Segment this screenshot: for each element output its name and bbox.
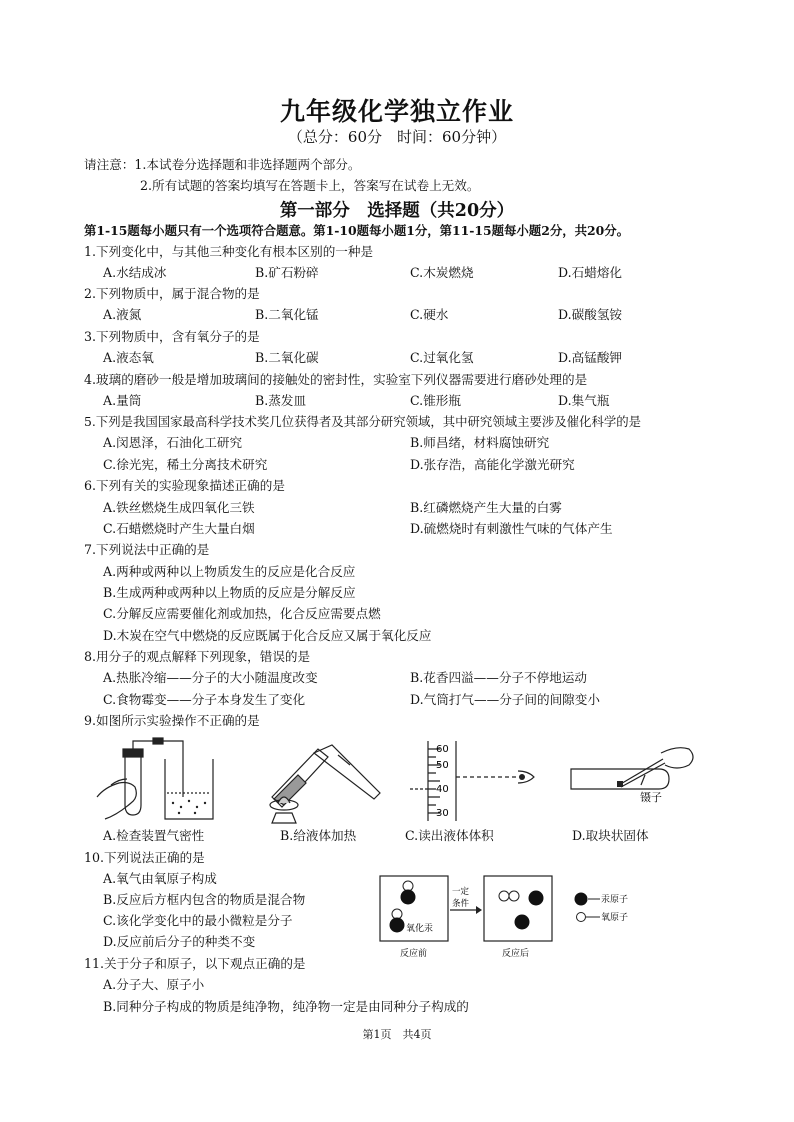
q3-option-c[interactable]: C.过氧化氢 xyxy=(410,350,474,365)
q5-option-a[interactable]: A.闵恩泽，石油化工研究 xyxy=(103,435,243,450)
q7-option-a[interactable]: A.两种或两种以上物质发生的反应是化合反应 xyxy=(103,564,356,579)
q2-option-a[interactable]: A.液氮 xyxy=(103,307,142,322)
question-6-stem: 6.下列有关的实验现象描述正确的是 xyxy=(84,478,285,493)
q10-option-b[interactable]: B.反应后方框内包含的物质是混合物 xyxy=(103,892,306,907)
mercury-oxide-label: 氧化汞 xyxy=(406,924,434,934)
q8-option-c[interactable]: C.食物霉变——分子本身发生了变化 xyxy=(103,692,306,707)
question-4-stem: 4.玻璃的磨砂一般是增加玻璃间的接触处的密封性，实验室下列仪器需要进行磨砂处理的是 xyxy=(84,372,588,387)
page-subtitle: （总分：60分 时间：60分钟） xyxy=(287,128,507,146)
note-2: 2.所有试题的答案均填写在答题卡上，答案写在试卷上无效。 xyxy=(140,178,480,193)
q10-option-a[interactable]: A.氧气由氧原子构成 xyxy=(103,871,217,886)
q1-option-c[interactable]: C.木炭燃烧 xyxy=(410,265,474,280)
q3-option-a[interactable]: A.液态氧 xyxy=(103,350,154,365)
legend-mercury: 汞原子 xyxy=(601,895,629,905)
note-label: 请注意： xyxy=(84,157,135,172)
q8-option-b[interactable]: B.花香四溢——分子不停地运动 xyxy=(410,670,587,685)
figure-9b-heating-liquid xyxy=(258,735,388,825)
question-3-stem: 3.下列物质中，含有氧分子的是 xyxy=(84,329,260,344)
q9-option-d[interactable]: D.取块状固体 xyxy=(572,828,649,843)
page-footer: 第1页 共4页 xyxy=(362,1028,432,1041)
arrow-label-top: 一定 xyxy=(452,887,470,897)
q6-option-d[interactable]: D.硫燃烧时有刺激性气味的气体产生 xyxy=(410,521,613,536)
q5-option-c[interactable]: C.徐光宪，稀土分离技术研究 xyxy=(103,457,268,472)
q4-option-c[interactable]: C.锥形瓶 xyxy=(410,393,461,408)
q8-option-a[interactable]: A.热胀冷缩——分子的大小随温度改变 xyxy=(103,670,318,685)
q5-option-b[interactable]: B.师昌绪，材料腐蚀研究 xyxy=(410,435,550,450)
q9-option-b[interactable]: B.给液体加热 xyxy=(280,828,357,843)
q2-option-c[interactable]: C.硬水 xyxy=(410,307,449,322)
q3-option-d[interactable]: D.高锰酸钾 xyxy=(558,350,623,365)
question-8-stem: 8.用分子的观点解释下列现象，错误的是 xyxy=(84,649,311,664)
section-heading: 第一部分 选择题（共20分） xyxy=(279,201,515,221)
question-1-stem: 1.下列变化中，与其他三种变化有根本区别的一种是 xyxy=(84,244,374,259)
figure-9c-cylinder-reading xyxy=(410,735,550,825)
before-label: 反应前 xyxy=(400,949,428,959)
section-instructions: 第1-15题每小题只有一个选项符合题意。第1-10题每小题1分，第11-15题每小题2分，共20分。 xyxy=(84,223,630,238)
q4-option-d[interactable]: D.集气瓶 xyxy=(558,393,610,408)
q7-option-d[interactable]: D.木炭在空气中燃烧的反应既属于化合反应又属于氧化反应 xyxy=(103,628,432,643)
q3-option-b[interactable]: B.二氧化碳 xyxy=(255,350,319,365)
question-2-stem: 2.下列物质中，属于混合物的是 xyxy=(84,286,260,301)
scale-30: 30 xyxy=(436,808,449,819)
after-label: 反应后 xyxy=(502,949,530,959)
tweezers-label: 镊子 xyxy=(640,791,662,804)
q8-option-d[interactable]: D.气筒打气——分子间的间隙变小 xyxy=(410,692,600,707)
scale-50: 50 xyxy=(436,760,449,771)
figure-9d-block-solid xyxy=(565,735,705,825)
question-11-stem: 11.关于分子和原子，以下观点正确的是 xyxy=(84,956,306,971)
scale-60: 60 xyxy=(436,744,449,755)
q2-option-d[interactable]: D.碳酸氢铵 xyxy=(558,307,623,322)
q11-option-b[interactable]: B.同种分子构成的物质是纯净物，纯净物一定是由同种分子构成的 xyxy=(103,999,469,1014)
legend-oxygen: 氧原子 xyxy=(601,913,629,923)
question-10-stem: 10.下列说法正确的是 xyxy=(84,850,205,865)
question-5-stem: 5.下列是我国国家最高科学技术奖几位获得者及其部分研究领域，其中研究领域主要涉及催化科学的是 xyxy=(84,414,642,429)
question-9-stem: 9.如图所示实验操作不正确的是 xyxy=(84,713,260,728)
q5-option-d[interactable]: D.张存浩，高能化学激光研究 xyxy=(410,457,575,472)
q7-option-b[interactable]: B.生成两种或两种以上物质的反应是分解反应 xyxy=(103,585,356,600)
q2-option-b[interactable]: B.二氧化锰 xyxy=(255,307,319,322)
q9-option-c[interactable]: C.读出液体体积 xyxy=(405,828,494,843)
q10-option-d[interactable]: D.反应前后分子的种类不变 xyxy=(103,934,256,949)
note-1-text: 1.本试卷分选择题和非选择题两个部分。 xyxy=(134,157,361,172)
question-7-stem: 7.下列说法中正确的是 xyxy=(84,542,210,557)
arrow-label-bottom: 条件 xyxy=(452,899,470,909)
scale-40: 40 xyxy=(436,784,449,795)
q6-option-c[interactable]: C.石蜡燃烧时产生大量白烟 xyxy=(103,521,255,536)
q9-option-a[interactable]: A.检查装置气密性 xyxy=(103,828,205,843)
q1-option-a[interactable]: A.水结成冰 xyxy=(103,265,167,280)
note-1 xyxy=(84,157,361,173)
page-title: 九年级化学独立作业 xyxy=(279,97,514,126)
q7-option-c[interactable]: C.分解反应需要催化剂或加热，化合反应需要点燃 xyxy=(103,606,381,621)
q6-option-a[interactable]: A.铁丝燃烧生成四氧化三铁 xyxy=(103,500,255,515)
q6-option-b[interactable]: B.红磷燃烧产生大量的白雾 xyxy=(410,500,562,515)
q4-option-b[interactable]: B.蒸发皿 xyxy=(255,393,307,408)
figure-10-reaction xyxy=(378,874,668,960)
q4-option-a[interactable]: A.量筒 xyxy=(103,393,142,408)
figure-9a-airtightness xyxy=(95,735,225,825)
q11-option-a[interactable]: A.分子大、原子小 xyxy=(103,977,205,992)
q1-option-d[interactable]: D.石蜡熔化 xyxy=(558,265,623,280)
q1-option-b[interactable]: B.矿石粉碎 xyxy=(255,265,319,280)
q10-option-c[interactable]: C.该化学变化中的最小微粒是分子 xyxy=(103,913,293,928)
